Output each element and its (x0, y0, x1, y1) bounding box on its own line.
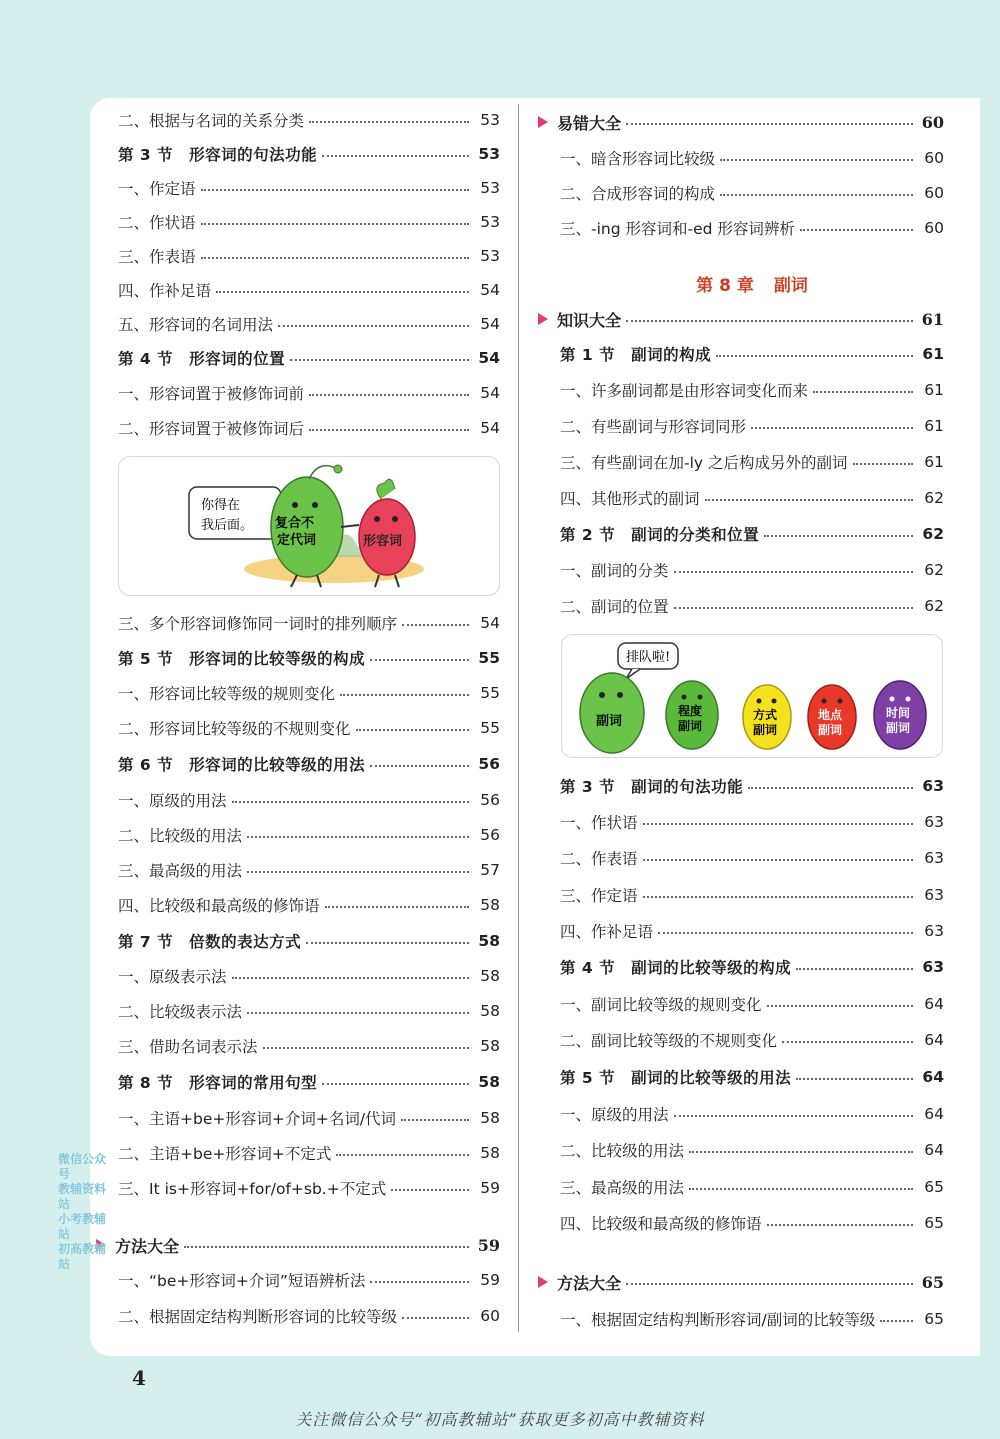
dot-leader (402, 1317, 469, 1319)
toc-label: 第 7 节 倍数的表达方式 (118, 933, 302, 951)
queue-char-2a: 程度 (678, 704, 703, 718)
toc-item (118, 853, 500, 887)
dot-leader (309, 121, 469, 123)
dot-leader (782, 1041, 913, 1043)
toc-item (560, 1133, 944, 1167)
toc-item (118, 103, 500, 137)
toc-page-number: 55 (480, 684, 500, 702)
toc-label: 一、副词的分类 (560, 562, 669, 580)
toc-page-number: 54 (480, 419, 500, 437)
toc-page-number: 58 (480, 1002, 500, 1020)
speech-line-1: 你得在 (201, 498, 241, 513)
toc-label: 三、It is+形容词+for/of+sb.+不定式 (118, 1180, 387, 1198)
triangle-bullet-icon (538, 313, 548, 325)
dot-leader (674, 571, 913, 573)
queue-speech: 排队啦! (626, 650, 671, 665)
dot-leader (748, 787, 913, 789)
toc-section (118, 924, 500, 958)
toc-section (118, 341, 500, 375)
toc-item (560, 211, 944, 245)
toc-item (560, 373, 944, 407)
toc-item (118, 376, 500, 410)
toc-label: 一、原级的用法 (560, 1106, 669, 1124)
toc-label: 四、作补足语 (118, 282, 212, 300)
toc-page-number: 63 (924, 886, 944, 904)
toc-page-number: 58 (478, 1073, 500, 1091)
toc-page-number: 61 (922, 345, 944, 363)
toc-label: 一、暗含形容词比较级 (560, 150, 716, 168)
toc-label: 三、借助名词表示法 (118, 1038, 258, 1056)
toc-item (118, 959, 500, 993)
toc-label: 一、副词比较等级的规则变化 (560, 996, 762, 1014)
toc-page-number: 53 (480, 179, 500, 197)
toc-page-number: 56 (480, 826, 500, 844)
queue-char-3a: 方式 (753, 708, 778, 722)
toc-item (118, 307, 500, 341)
toc-section (560, 337, 944, 371)
toc-section (560, 769, 944, 803)
toc-page-number: 60 (924, 184, 944, 202)
toc-page-number: 65 (924, 1310, 944, 1328)
toc-label: 易错大全 (557, 113, 622, 133)
toc-label: 知识大全 (557, 310, 622, 330)
toc-item (118, 239, 500, 273)
dot-leader (306, 942, 469, 944)
dot-leader (247, 1012, 469, 1014)
toc-label: 二、比较级的用法 (560, 1142, 685, 1160)
dot-leader (201, 257, 469, 259)
dot-leader (720, 194, 913, 196)
toc-page-number: 58 (480, 1037, 500, 1055)
toc-label: 一、原级表示法 (118, 968, 227, 986)
toc-page-number: 54 (478, 349, 500, 367)
toc-page-number: 53 (480, 111, 500, 129)
toc-page-number: 63 (922, 777, 944, 795)
toc-page-number: 59 (477, 1235, 500, 1255)
toc-page-number: 58 (480, 896, 500, 914)
toc-item (560, 1097, 944, 1131)
illustration-svg (119, 457, 499, 595)
illustration-pronoun-adjective (118, 456, 500, 596)
toc-label: 四、其他形式的副词 (560, 490, 700, 508)
toc-page-number: 62 (924, 489, 944, 507)
dot-leader (247, 836, 469, 838)
dot-leader (322, 1083, 469, 1085)
toc-label: 二、比较级的用法 (118, 827, 243, 845)
toc-item (118, 676, 500, 710)
toc-page-number: 53 (478, 145, 500, 163)
toc-label: 第 4 节 形容词的位置 (118, 350, 286, 368)
toc-page-number: 58 (480, 967, 500, 985)
toc-section (118, 641, 500, 675)
toc-label: 第 6 节 形容词的比较等级的用法 (118, 756, 366, 774)
dot-leader (720, 159, 913, 161)
toc-page-number: 60 (480, 1307, 500, 1325)
toc-page-number: 61 (924, 381, 944, 399)
dot-leader (705, 499, 913, 501)
toc-page-number: 59 (480, 1271, 500, 1289)
toc-item (118, 711, 500, 745)
toc-page-number: 63 (922, 958, 944, 976)
dot-leader (767, 1224, 913, 1226)
dot-leader (309, 394, 469, 396)
toc-item (118, 783, 500, 817)
toc-page-number: 60 (924, 219, 944, 237)
toc-label: 四、比较级和最高级的修饰语 (560, 1215, 762, 1233)
toc-item (118, 994, 500, 1028)
toc-page-number: 53 (480, 247, 500, 265)
dot-leader (201, 223, 469, 225)
watermark-line: 小考教辅站 (58, 1212, 107, 1241)
dot-leader (370, 1281, 469, 1283)
dot-leader (643, 823, 913, 825)
toc-page-number: 62 (924, 597, 944, 615)
watermark-line: 初高教辅站 (58, 1242, 107, 1271)
toc-label: 方法大全 (115, 1236, 180, 1256)
toc-item (560, 1206, 944, 1240)
toc-page-number: 63 (924, 922, 944, 940)
toc-label: 二、根据固定结构判断形容词的比较等级 (118, 1308, 398, 1326)
toc-page-number: 55 (480, 719, 500, 737)
watermark (58, 1152, 110, 1272)
toc-page-number: 63 (924, 849, 944, 867)
toc-page-number: 64 (924, 1141, 944, 1159)
toc-label: 三、多个形容词修饰同一词时的排列顺序 (118, 615, 398, 633)
toc-item (118, 1171, 500, 1205)
dot-leader (626, 320, 913, 322)
toc-item (560, 589, 944, 623)
speech-line-2: 我后面。 (201, 518, 254, 533)
footer-note: 关注微信公众号“初高教辅站”获取更多初高中教辅资料 (295, 1410, 705, 1429)
toc-label: 第 8 节 形容词的常用句型 (118, 1074, 318, 1092)
toc-label: 一、根据固定结构判断形容词/副词的比较等级 (560, 1311, 876, 1329)
toc-heading (557, 105, 944, 139)
toc-section (560, 517, 944, 551)
toc-item (560, 914, 944, 948)
dot-leader (391, 1189, 469, 1191)
watermark-line: 微信公众号 (58, 1152, 107, 1181)
dot-leader (658, 932, 913, 934)
queue-char-4a: 地点 (818, 708, 843, 722)
toc-item (560, 445, 944, 479)
toc-item (118, 1299, 500, 1333)
toc-item (118, 171, 500, 205)
toc-item (118, 1101, 500, 1135)
toc-page-number: 65 (921, 1272, 944, 1292)
toc-label: 第 5 节 形容词的比较等级的构成 (118, 650, 366, 668)
dot-leader (290, 359, 469, 361)
dot-leader (340, 694, 469, 696)
toc-label: 一、原级的用法 (118, 792, 227, 810)
toc-label: 二、作状语 (118, 214, 196, 232)
toc-item (560, 1023, 944, 1057)
page-number: 4 (132, 1366, 146, 1390)
dot-leader (813, 391, 913, 393)
toc-page-number: 62 (924, 561, 944, 579)
toc-item (560, 878, 944, 912)
queue-char-3b: 副词 (753, 723, 778, 737)
toc-label: 第 4 节 副词的比较等级的构成 (560, 959, 792, 977)
toc-page-number: 58 (478, 932, 500, 950)
queue-char-2b: 副词 (678, 719, 703, 733)
toc-label: 一、“be+形容词+介词”短语辨析法 (118, 1272, 366, 1290)
dot-leader (716, 355, 913, 357)
toc-page-number: 63 (924, 813, 944, 831)
toc-item (560, 841, 944, 875)
toc-item (118, 888, 500, 922)
dot-leader (336, 1154, 469, 1156)
toc-heading (557, 1265, 944, 1299)
toc-page-number: 55 (478, 649, 500, 667)
dot-leader (322, 155, 469, 157)
toc-item (560, 987, 944, 1021)
toc-page-number: 64 (924, 1105, 944, 1123)
toc-label: 五、形容词的名词用法 (118, 316, 274, 334)
toc-page-number: 61 (924, 417, 944, 435)
watermark-line: 教辅资料站 (58, 1182, 107, 1211)
toc-label: 二、有些副词与形容词同形 (560, 418, 747, 436)
dot-leader (201, 189, 469, 191)
toc-label: 二、作表语 (560, 850, 638, 868)
dot-leader (370, 659, 469, 661)
toc-section (118, 137, 500, 171)
toc-label: 一、作状语 (560, 814, 638, 832)
illustration-queue-svg (562, 635, 942, 757)
dot-leader (232, 801, 469, 803)
toc-label: 四、作补足语 (560, 923, 654, 941)
chapter-number: 第 8 章 (696, 275, 754, 296)
toc-page-number: 60 (924, 149, 944, 167)
dot-leader (309, 429, 469, 431)
toc-page-number: 57 (480, 861, 500, 879)
toc-section (560, 1060, 944, 1094)
dot-leader (674, 607, 913, 609)
toc-page-number: 54 (480, 384, 500, 402)
toc-label: 二、主语+be+形容词+不定式 (118, 1145, 332, 1163)
toc-item (560, 409, 944, 443)
toc-label: 四、比较级和最高级的修饰语 (118, 897, 320, 915)
toc-page-number: 54 (480, 281, 500, 299)
triangle-bullet-icon (538, 1276, 548, 1288)
toc-label: 三、作定语 (560, 887, 638, 905)
dot-leader (325, 906, 469, 908)
toc-section (560, 950, 944, 984)
dot-leader (800, 229, 913, 231)
toc-heading (115, 1228, 500, 1262)
dot-leader (643, 859, 913, 861)
dot-leader (401, 1119, 469, 1121)
toc-item (560, 1170, 944, 1204)
dot-leader (764, 535, 913, 537)
toc-section (118, 1065, 500, 1099)
queue-char-4b: 副词 (818, 723, 843, 737)
toc-label: 三、最高级的用法 (118, 862, 243, 880)
dot-leader (643, 896, 913, 898)
toc-label: 三、最高级的用法 (560, 1179, 685, 1197)
toc-label: 一、形容词比较等级的规则变化 (118, 685, 336, 703)
toc-item (560, 176, 944, 210)
toc-item (560, 141, 944, 175)
toc-label: 二、副词比较等级的不规则变化 (560, 1032, 778, 1050)
dot-leader (626, 123, 913, 125)
dot-leader (689, 1188, 913, 1190)
toc-page-number: 58 (480, 1144, 500, 1162)
toc-section (118, 747, 500, 781)
toc-item (118, 1029, 500, 1063)
toc-page-number: 54 (480, 315, 500, 333)
toc-item (560, 1302, 944, 1336)
dot-leader (402, 624, 469, 626)
toc-page-number: 54 (480, 614, 500, 632)
column-divider (518, 104, 519, 1332)
queue-char-1: 副词 (596, 714, 623, 729)
toc-label: 二、副词的位置 (560, 598, 669, 616)
toc-page-number: 64 (922, 1068, 944, 1086)
toc-item (118, 273, 500, 307)
queue-char-5a: 时间 (886, 706, 911, 720)
triangle-bullet-icon (538, 116, 548, 128)
dot-leader (767, 1005, 913, 1007)
char2-label: 形容词 (363, 534, 403, 549)
toc-label: 第 3 节 副词的句法功能 (560, 778, 744, 796)
dot-leader (751, 427, 913, 429)
dot-leader (370, 765, 469, 767)
toc-page-number: 59 (480, 1179, 500, 1197)
toc-page-number: 61 (924, 453, 944, 471)
toc-item (118, 411, 500, 445)
toc-item (560, 481, 944, 515)
toc-label: 第 1 节 副词的构成 (560, 346, 712, 364)
toc-label: 第 2 节 副词的分类和位置 (560, 526, 760, 544)
toc-label: 一、许多副词都是由形容词变化而来 (560, 382, 809, 400)
dot-leader (184, 1246, 469, 1248)
dot-leader (278, 325, 469, 327)
toc-label: 二、形容词置于被修饰词后 (118, 420, 305, 438)
toc-item (118, 205, 500, 239)
toc-item (118, 818, 500, 852)
toc-label: 二、合成形容词的构成 (560, 185, 716, 203)
illustration-adverb-queue (561, 634, 943, 758)
dot-leader (880, 1320, 913, 1322)
toc-label: 第 5 节 副词的比较等级的用法 (560, 1069, 792, 1087)
toc-page-number: 64 (924, 995, 944, 1013)
dot-leader (356, 729, 469, 731)
dot-leader (216, 291, 469, 293)
chapter-heading (560, 266, 944, 300)
toc-item (118, 1263, 500, 1297)
toc-page-number: 65 (924, 1214, 944, 1232)
toc-item (118, 1136, 500, 1170)
toc-heading (557, 302, 944, 336)
dot-leader (247, 871, 469, 873)
dot-leader (626, 1283, 913, 1285)
dot-leader (232, 977, 469, 979)
dot-leader (796, 968, 913, 970)
toc-label: 三、作表语 (118, 248, 196, 266)
char1-label-1: 复合不 (275, 516, 315, 531)
dot-leader (674, 1115, 913, 1117)
dot-leader (853, 463, 913, 465)
toc-label: 二、比较级表示法 (118, 1003, 243, 1021)
dot-leader (263, 1047, 469, 1049)
toc-label: 第 3 节 形容词的句法功能 (118, 146, 318, 164)
toc-page-number: 62 (922, 525, 944, 543)
dot-leader (796, 1078, 913, 1080)
toc-page-number: 61 (921, 309, 944, 329)
toc-page-number: 60 (921, 112, 944, 132)
toc-label: 一、主语+be+形容词+介词+名词/代词 (118, 1110, 397, 1128)
toc-label: 三、-ing 形容词和-ed 形容词辨析 (560, 220, 795, 238)
toc-page-number: 65 (924, 1178, 944, 1196)
toc-label: 一、形容词置于被修饰词前 (118, 385, 305, 403)
toc-label: 三、有些副词在加-ly 之后构成另外的副词 (560, 454, 848, 472)
toc-page-number: 64 (924, 1031, 944, 1049)
toc-item (118, 606, 500, 640)
toc-page-number: 53 (480, 213, 500, 231)
toc-label: 二、形容词比较等级的不规则变化 (118, 720, 351, 738)
toc-page-number: 56 (478, 755, 500, 773)
chapter-title: 副词 (773, 275, 808, 296)
dot-leader (689, 1151, 913, 1153)
char1-label-2: 定代词 (277, 533, 317, 548)
toc-page-number: 56 (480, 791, 500, 809)
toc-item (560, 553, 944, 587)
toc-label: 方法大全 (557, 1273, 622, 1293)
queue-char-5b: 副词 (886, 721, 911, 735)
toc-item (560, 805, 944, 839)
toc-label: 二、根据与名词的关系分类 (118, 112, 305, 130)
toc-page-number: 58 (480, 1109, 500, 1127)
toc-label: 一、作定语 (118, 180, 196, 198)
